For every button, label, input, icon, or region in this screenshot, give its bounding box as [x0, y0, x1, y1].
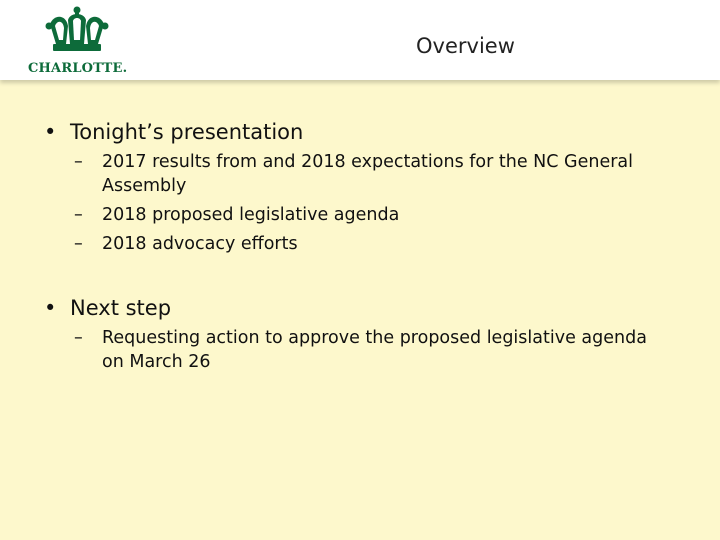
logo-wordmark: CHARLOTTE. — [28, 61, 128, 76]
sub-bullet-text: Requesting action to approve the proposed legislative agenda on March 26 — [102, 328, 647, 372]
bullet-item — [44, 118, 720, 256]
charlotte-logo — [28, 6, 128, 78]
bullet-dot-icon: • — [44, 120, 57, 144]
bullet-dot-icon: • — [44, 296, 57, 320]
dash-icon: – — [74, 234, 83, 254]
bullet-item — [44, 294, 720, 374]
bullet-text: Tonight’s presentation — [70, 120, 304, 144]
slide-body — [0, 118, 720, 379]
sub-bullet-text: 2018 advocacy efforts — [102, 234, 298, 254]
sub-bullet-list — [44, 326, 720, 374]
slide-header — [0, 0, 720, 80]
dash-icon: – — [74, 205, 83, 225]
slide-title: Overview — [416, 34, 515, 58]
sub-bullet-item — [70, 203, 662, 227]
sub-bullet-item — [70, 326, 662, 374]
dash-icon: – — [74, 328, 83, 348]
sub-bullet-text: 2018 proposed legislative agenda — [102, 205, 400, 225]
sub-bullet-item — [70, 150, 662, 198]
sub-bullet-list — [44, 150, 720, 256]
dash-icon: – — [74, 152, 83, 172]
crown-icon — [44, 6, 110, 58]
sub-bullet-text: 2017 results from and 2018 expectations for the NC General Assembly — [102, 152, 634, 196]
sub-bullet-item — [70, 232, 662, 256]
bullet-text: Next step — [70, 296, 172, 320]
